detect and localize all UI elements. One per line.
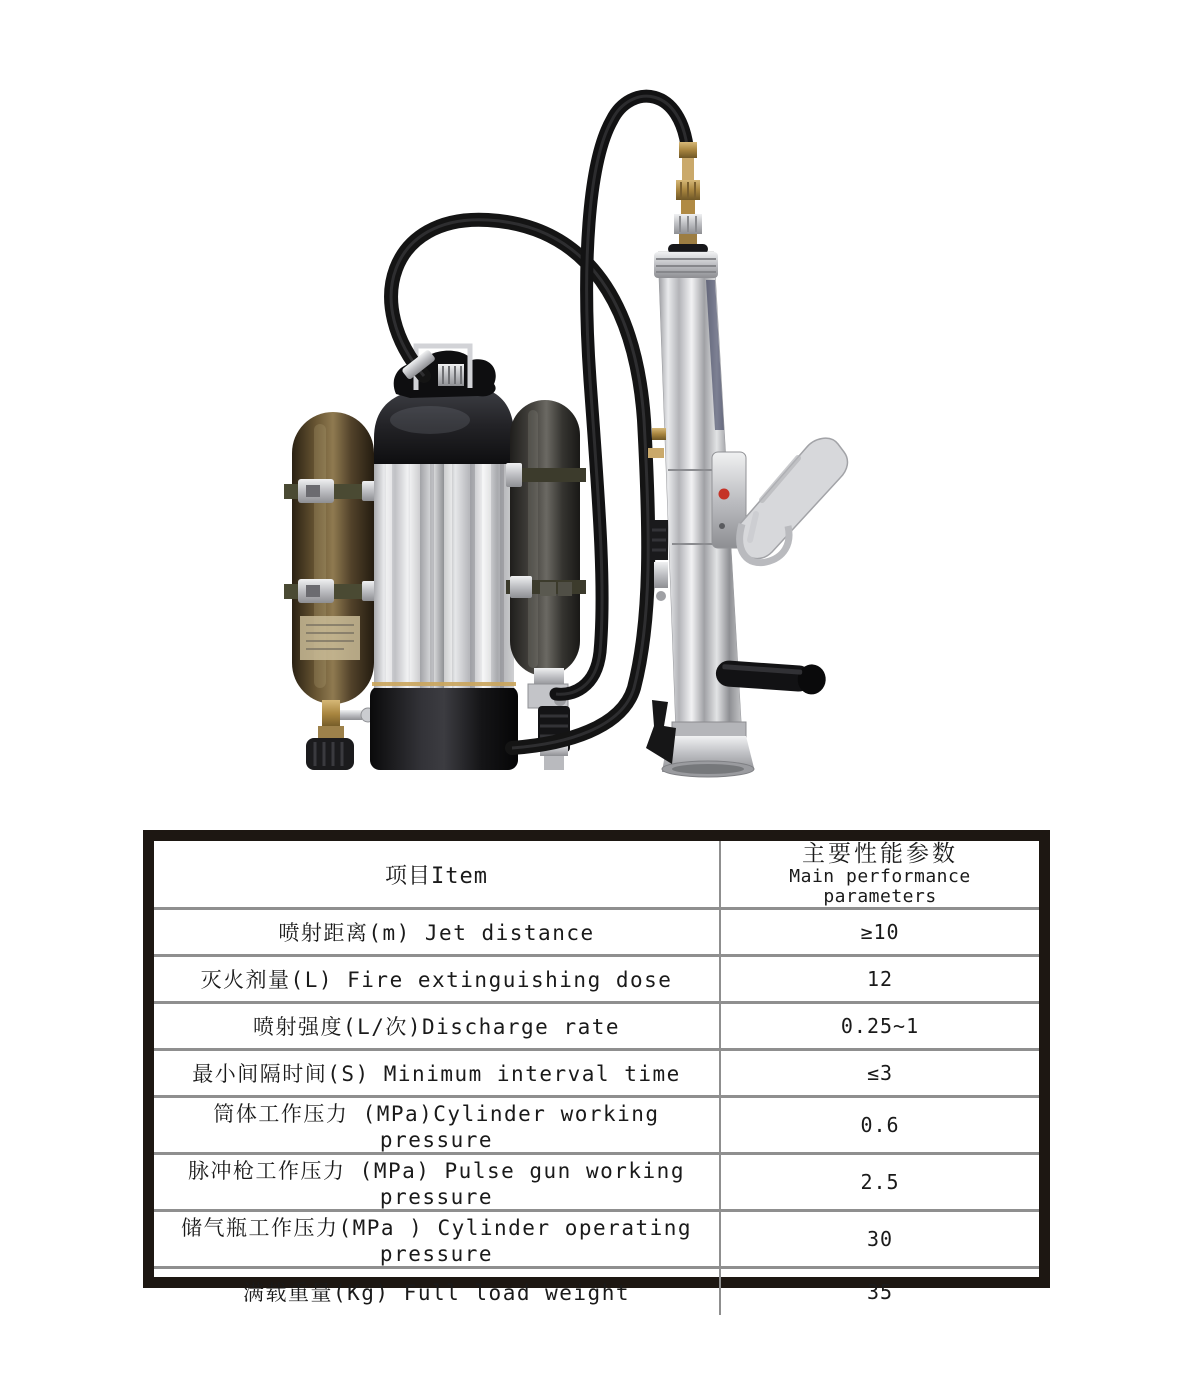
params-header-zh: 主要性能参数	[802, 841, 958, 867]
spec-item: 最小间隔时间(S) Minimum interval time	[154, 1050, 720, 1097]
spec-value: 0.25~1	[720, 1003, 1039, 1050]
gun-clip	[646, 700, 676, 764]
spec-table	[154, 841, 1039, 1315]
table-row	[154, 1211, 1039, 1268]
spec-item: 满载重量(Kg) Full load weight	[154, 1268, 720, 1315]
spec-value: 0.6	[720, 1097, 1039, 1154]
main-tank	[370, 346, 518, 770]
spec-value: ≥10	[720, 909, 1039, 956]
spec-value: 35	[866, 1279, 894, 1304]
params-header-en: Main performance parameters	[789, 866, 971, 907]
table-row	[154, 909, 1039, 956]
left-air-cylinder	[284, 412, 380, 770]
spec-value: ≤3	[720, 1050, 1039, 1097]
spec-value: 12	[720, 956, 1039, 1003]
right-cylinder-valve	[528, 668, 570, 770]
table-header-row	[154, 841, 1039, 909]
col-header-params	[720, 841, 1039, 909]
spec-item: 筒体工作压力 (MPa)Cylinder working pressure	[154, 1097, 720, 1154]
spec-item: 喷射强度(L/次)Discharge rate	[154, 1003, 720, 1050]
spec-item: 喷射距离(m) Jet distance	[154, 909, 720, 956]
pulse-gun	[646, 142, 847, 777]
table-row	[154, 1268, 1039, 1315]
table-row	[154, 1003, 1039, 1050]
spec-item: 灭火剂量(L) Fire extinguishing dose	[154, 956, 720, 1003]
gun-grip	[712, 438, 847, 562]
spec-value: 2.5	[720, 1154, 1039, 1211]
spec-item: 脉冲枪工作压力 (MPa) Pulse gun working pressure	[154, 1154, 720, 1211]
cylinder-label	[300, 616, 360, 660]
table-row	[154, 1097, 1039, 1154]
table-row	[154, 1050, 1039, 1097]
red-button	[719, 489, 730, 500]
table-row	[154, 1154, 1039, 1211]
spec-value: 30	[720, 1211, 1039, 1268]
spec-item: 储气瓶工作压力(MPa ) Cylinder operating pressure	[154, 1211, 720, 1268]
spec-table-frame	[143, 830, 1050, 1305]
table-row	[154, 956, 1039, 1003]
cylinder-valve	[306, 700, 375, 770]
col-header-item: 项目Item	[154, 841, 720, 909]
gun-top-fittings	[668, 142, 708, 254]
